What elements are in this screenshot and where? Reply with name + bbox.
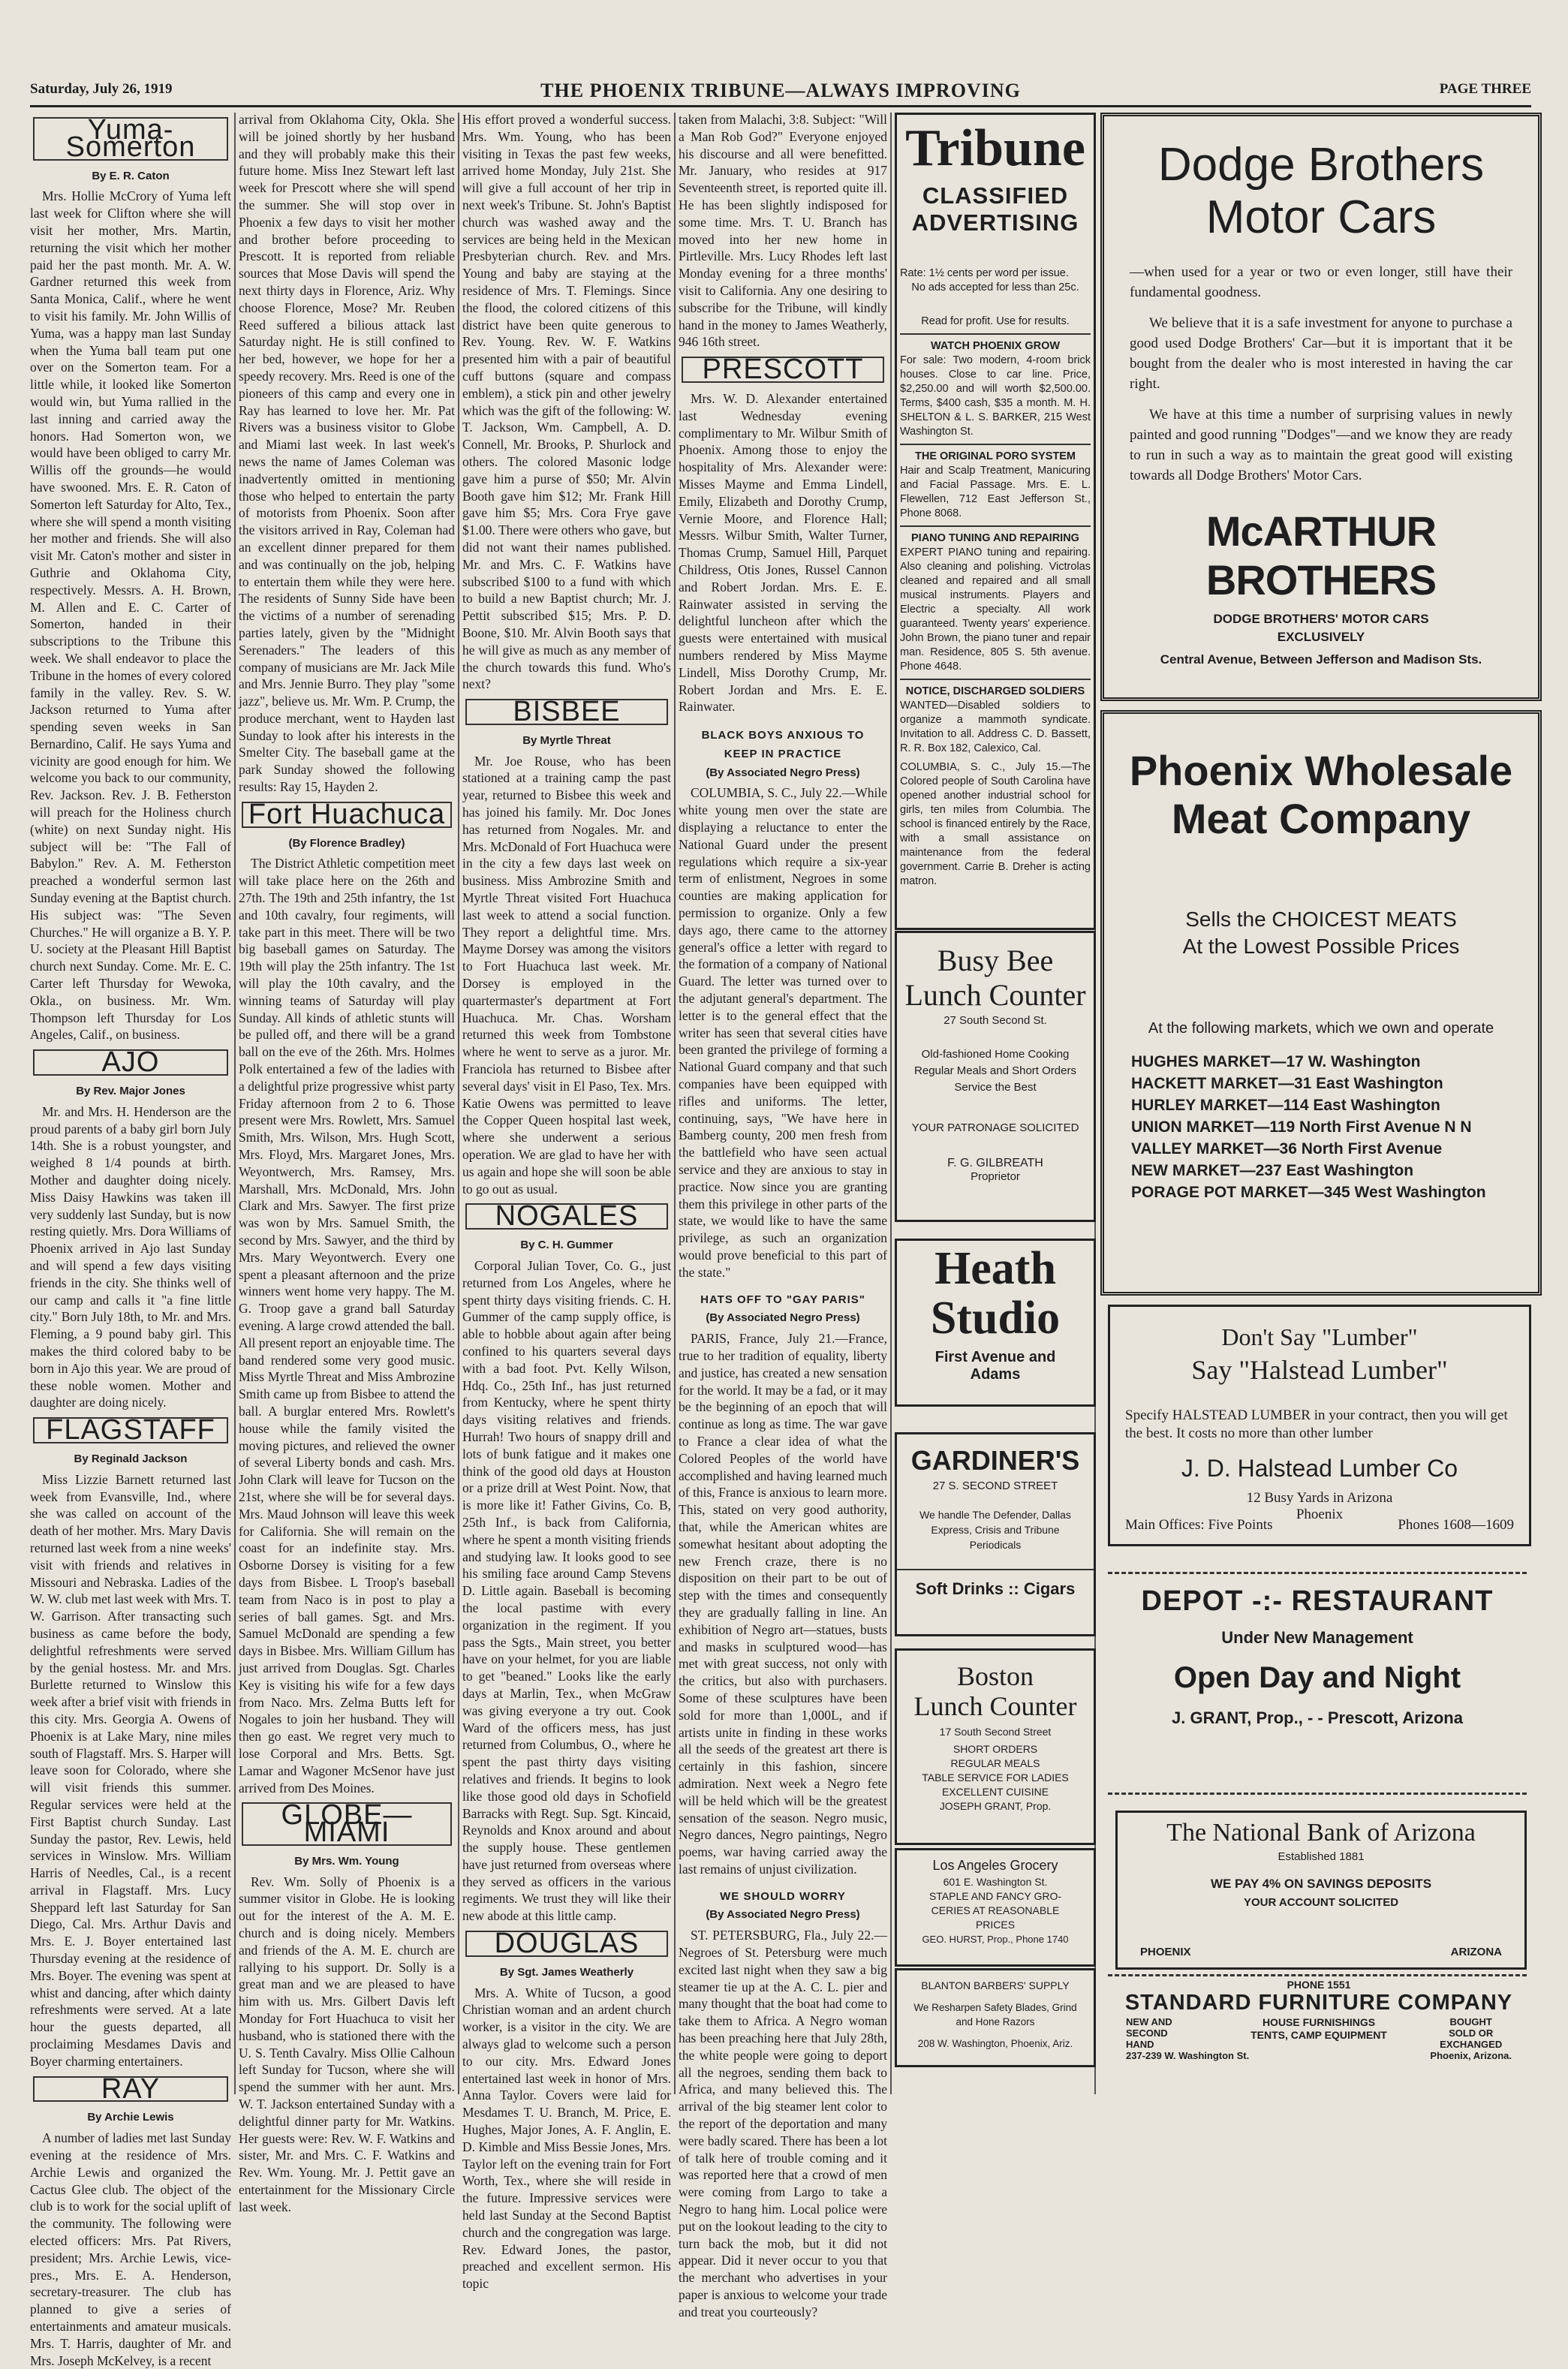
article-text: taken from Malachi, 3:8. Subject: "Will a Man Rob God?" Everyone enjoyed his discourse and all were benefitted. Mr. January, who resides at 917 Seventeenth street, is reported quite ill. He has been slightly indisposed for some time. Mrs. T. U. Branch has moved into her new home in Pirtleville. Mrs. Lucy Rhodes left last Monday evening for a three months' visit to California. Any one desiring to subscribe for the Tribune, will kindly hand in the money to James Weatherly, 946 16th street.: [679, 112, 887, 350]
company-name: J. D. Halstead Lumber Co: [1181, 1455, 1458, 1482]
depot-restaurant-ad: [1108, 1576, 1527, 1778]
divider: [1108, 1572, 1527, 1574]
boston-lunch-ad: [895, 1648, 1096, 1845]
ad-line: SOLD OR: [1449, 2027, 1494, 2039]
ad-title: GARDINER'S: [910, 1445, 1080, 1476]
rate-line: Rate: 1½ cents per word per issue.: [900, 267, 1069, 279]
ad-line: STAPLE AND FANCY GRO-: [928, 1890, 1062, 1902]
ad-owner: F. G. GILBREATH: [947, 1157, 1043, 1169]
section-heading-douglas: DOUGLAS: [465, 1931, 668, 1957]
ad-title: Boston: [956, 1661, 1034, 1691]
ad-line: SECOND: [1126, 2027, 1168, 2039]
ad-line: Soft Drinks :: Cigars: [915, 1579, 1076, 1598]
ad-address: 601 E. Washington St.: [943, 1876, 1048, 1888]
ad-line: 12 Busy Yards in Arizona: [1246, 1490, 1393, 1506]
page-number: PAGE THREE: [1439, 81, 1531, 97]
ad-line: Phones 1608—1609: [1398, 1517, 1514, 1533]
ad-line: NEW AND: [1126, 2016, 1172, 2027]
ad-line: and Hone Razors: [956, 2016, 1035, 2027]
ad-line: CERIES AT REASONABLE: [931, 1904, 1060, 1916]
byline: By Myrtle Threat: [522, 733, 611, 747]
byline: (By Associated Negro Press): [706, 1311, 860, 1325]
phoenix-wholesale-meat-ad: [1100, 710, 1542, 1296]
ad-title: DEPOT -:- RESTAURANT: [1141, 1585, 1494, 1617]
byline: (By Associated Negro Press): [706, 1908, 860, 1922]
ad-line: DODGE BROTHERS' MOTOR CARS: [1213, 612, 1429, 626]
ad-title: Dodge Brothers: [1157, 139, 1485, 191]
ad-line: Under New Management: [1221, 1628, 1413, 1647]
rate-line: No ads accepted for less than 25c.: [911, 281, 1079, 293]
byline: (By Associated Negro Press): [706, 766, 860, 779]
ad-line: JOSEPH GRANT, Prop.: [939, 1800, 1052, 1812]
column-rule: [674, 113, 676, 2094]
ad-line: REGULAR MEALS: [950, 1757, 1040, 1769]
ad-line: J. GRANT, Prop., - - Prescott, Arizona: [1172, 1708, 1463, 1727]
ad-line: WE PAY 4% ON SAVINGS DEPOSITS: [1210, 1877, 1432, 1891]
ad-title: Busy Bee: [937, 944, 1054, 977]
ad-line: Main Offices: Five Points: [1125, 1517, 1273, 1533]
article-text: arrival from Oklahoma City, Okla. She will be joined shortly by her husband and they will probably make this their future home. Miss Inez Stewart left last week for Prescott where she will spend the summer. She will stop over in Phoenix a few days to visit her mother and brother before proceeding to Prescott. It is reported from reliable sources that Mose Davis will spend the next thirty days in Florence, Ariz. Why choose Florence, Mose? Mr. Reuben Reed suffered a bilious attack last Saturday night. He is still confined to her bed, however, we hope for her a speedy recovery. Mrs. Reed is one of the pioneers of this camp and every one in Ray has learned to love her. Mr. Pat Rivers was a business visitor to Globe and Miami last week. In last week's news the name of James Coleman was inadvertently omitted in mentioning those who helped to entertain the party of motorists from Phoenix. Soon after the visitors arrived in Ray, Coleman had an excellent dinner prepared for them and was continually on the job, helping to entertain them while they were here. The residents of Sunny Side have been the victims of a number of serenading parties lately, given by the "Midnight Serenaders." The leaders of this company of musicians are Mr. Jack Mile and Mrs. Jennie Burro. They play "some jazz", believe us. Mr. Wm. P. Crump, the produce merchant, went to Hayden last Sunday to look after his interests in the Smelter City. The baseball game at the park Sunday showed the following results: Ray 15, Hayden 2.: [239, 112, 455, 795]
masthead: [30, 77, 1531, 107]
issue-date: Saturday, July 26, 1919: [30, 81, 173, 97]
article-text: A number of ladies met last Sunday evening at the residence of Mrs. Archie Lewis and organized the Cactus Glee club. The object of the club is to work for the social uplift of the community. The following were elected officers: Mrs. Pat Rivers, president; Mrs. Archie Lewis, vice-pres., Mrs. E. A. Henderson, secretary-treasurer. The club has planned to give a series of entertainments and amateur musicals. Mrs. T. Harris, daughter of Mr. and Mrs. Joseph McKelvey, is a recent: [30, 2130, 231, 2368]
section-heading-flagstaff: FLAGSTAFF: [33, 1417, 228, 1443]
ad-title: STANDARD FURNITURE COMPANY: [1124, 1991, 1513, 2015]
ad-paragraph: Specify HALSTEAD LUMBER in your contract, then you will get the best. It costs no more than other lumber: [1125, 1407, 1508, 1441]
market-list: [1131, 1051, 1538, 1203]
headline: KEEP IN PRACTICE: [724, 747, 842, 760]
article-text: Mrs. W. D. Alexander entertained last Wednesday evening complimentary to Mr. Wilbur Smith of Phoenix. Among those to enjoy the hospitality of Mrs. Alexander were: Misses Mayme and Emma Lindell, Emily, Elizabeth and Dorothy Crump, Vernie Moore, and Florence Hall; Messrs. Wilbur Smith, Walter Turner, Thomas Crump, Samuel Hill, Parquet Childress, Otis Jones, Russel Cannon and Robert Jordan. Mrs. E. E. Rainwater assisted in serving the delightful luncheon after which the guests were entertained with musical numbers rendered by Miss Mayme Lindell, Miss Dorothy Crump, Mr. Robert Jordan and Mrs. E. E. Rainwater.: [679, 390, 887, 715]
ad-paragraph: —when used for a year or two or even longer, still have their fundamental goodness.: [1130, 264, 1512, 300]
market-item: PORAGE POT MARKET—345 West Washington: [1131, 1184, 1486, 1201]
byline: By Archie Lewis: [87, 2111, 174, 2124]
ad-line: PRICES: [975, 1919, 1016, 1931]
ad-line: Established 1881: [1278, 1850, 1365, 1863]
classified-text: For sale: Two modern, 4-room brick houses. Close to car line. Price, $2,250.00 and will worth $2,500.00. Terms, $400 cash, $35 a month. M. H. SHELTON & L. S. BARKER, 215 West Washington St.: [900, 354, 1091, 438]
ad-line: YOUR PATRONAGE SOLICITED: [911, 1121, 1079, 1134]
article-text: Rev. Wm. Solly of Phoenix is a summer visitor in Globe. He is looking out for the interest of the A. M. E. church and is doing nicely. Members and friends of the A. M. E. church are rallying to his support. Dr. Solly is a great man and we are pleased to have him with us. Mrs. Gilbert Davis left Monday for Fort Huachuca to visit her husband, who is stationed there with the U. S. Tenth Cavalry. Miss Ollie Calhoun left Sunday for Tucson, where she will spend the summer with her aunt. Mrs. W. T. Jackson entertained Sunday with a delightful dinner party for Mr. Watkins. Her guests were: Rev. W. F. Watkins and sister, Mr. and Mrs. C. F. Watkins and Rev. Wm. Young. Mr. J. Pettit gave an entertainment for the Missionary Circle last week.: [239, 1874, 455, 2214]
byline: By Reginald Jackson: [74, 1452, 188, 1465]
ad-line: BOUGHT: [1449, 2016, 1492, 2027]
ad-line: ARIZONA: [1450, 1946, 1502, 1958]
byline: By Sgt. James Weatherly: [499, 1965, 634, 1979]
byline: By Rev. Major Jones: [76, 1085, 185, 1098]
national-bank-ad: [1115, 1811, 1527, 1970]
ad-line: EXCHANGED: [1440, 2039, 1503, 2050]
ad-line: We Resharpen Safety Blades, Grind: [913, 2002, 1077, 2013]
ad-address: Adams: [970, 1366, 1021, 1383]
article-text: Mr. and Mrs. H. Henderson are the proud parents of a baby girl born July 14th. She is a robust youngster, and weighed 8 1/4 pounds at birth. Mother and daughter doing nicely. Miss Daisy Hawkins was taken ill very suddenly last Sunday, but is now resting quietly. Mrs. Dora Williams of Phoenix arrived in Ajo last Sunday and will spend a few days visiting friends in the city. She thinks well of our camp and calls it "a fine little city." Born July 18th, to Mr. and Mrs. Fleming, a 9 pound baby girl. This makes the third colored baby to be born in Ajo this year. We are proud of these noble women. Mother and daughter are doing nicely.: [30, 1103, 231, 1410]
los-angeles-grocery-ad: [895, 1848, 1096, 1967]
ad-title: Lunch Counter: [913, 1691, 1077, 1721]
ad-line: GEO. HURST, Prop., Phone 1740: [922, 1934, 1069, 1945]
halstead-lumber-ad: [1108, 1305, 1531, 1546]
market-item: VALLEY MARKET—36 North First Avenue: [1131, 1140, 1443, 1157]
ad-line: Service the Best: [954, 1081, 1037, 1094]
divider: [1108, 1793, 1527, 1795]
section-heading-bisbee: BISBEE: [465, 699, 668, 725]
market-item: HURLEY MARKET—114 East Washington: [1131, 1097, 1440, 1114]
ad-line: At the following markets, which we own and operate: [1148, 1020, 1494, 1037]
ad-line: EXCELLENT CUISINE: [941, 1786, 1049, 1798]
column-4: [679, 111, 887, 2319]
ad-line: Phoenix, Arizona.: [1430, 2050, 1512, 2061]
article-text: ST. PETERSBURG, Fla., July 22.—Negroes of St. Petersburg were much excited last night when they saw a big steamer tie up at the A. C. L. pier and many thought that the boat had come to take them to Africa. A Negro woman has been preaching here that July 28th, the white people were going to deport all the negroes, sending them back to Africa, and many believed this. The arrival of the big steamer lent color to the report of the deportation and many were badly scared. There has been a lot of talk here of trouble coming and it was reported here that a crowd of men were coming from Largo to take a Negro to hang him. Local police were put on the lookout leading to the city to turn back the mob, but it did not appear. Did it never occur to you that the merchant who advertises in your paper is anxious to welcome your trade and treat you courteously?: [679, 1928, 887, 2319]
article-text: COLUMBIA, S. C., July 22.—While white young men over the state are displaying a reluctance to enter the National Guard under the present regulations which require a six-year term of enlistment, Negroes in some counties are making application for permission to organize. Only a few days ago, there came to the attorney general's office a letter with regard to the formation of a company of National Guard. The letter was turned over to the adjutant general's department. The letter is to the general effect that the writer has seen that several cities have been granted the privilege of forming a National Guard company and that such companies have been equipped with rifles and uniforms. The letter, continuing, says, "We have here in Bamberg county, 200 men fresh from the battlefield who have seen actual service and they are anxious to stay in practice. Now since you are granting them this privilege in other parts of the state, we would like to have the same privilege, as such an organization would prove beneficial to this part of the state.": [679, 785, 887, 1280]
section-heading-fort-huachuca: Fort Huachuca: [242, 802, 452, 828]
headline: BLACK BOYS ANXIOUS TO: [701, 729, 865, 742]
divider: [1108, 1974, 1527, 1976]
ad-line: Sells the CHOICEST MEATS: [1185, 908, 1457, 931]
ad-line: At the Lowest Possible Prices: [1182, 935, 1460, 958]
ad-title: Don't Say "Lumber": [1221, 1323, 1418, 1350]
article-text: His effort proved a wonderful success. Mrs. Wm. Young, who has been visiting in Texas the past few weeks, arrived home Monday, July 21st. She will give a full account of her trip in next week's Tribune. St. John's Baptist church was washed away and the services are being held in the Mexican Presbyterian church. Rev. and Mrs. Young and baby are staying at the residence of Mrs. T. Flemings. Since the flood, the colored citizens of this district have been quite generous to Rev. Young. Rev. W. F. Watkins presented him with a pair of beautiful cuff buttons (square and compass emblem), a stick pin and other jewelry which was the gift of the following: W. T. Jackson, Wm. Campbell, A. D. Connell, Mr. Brooks, P. Shurlock and others. The colored Masonic lodge gave him a purse of $50; Mr. Alvin Booth gave him $12; Mr. Frank Hill gave him $5; Mrs. Cora Frye gave $1.00. There were others who gave, but did not want their names published. Mr. and Mrs. C. F. Watkins have subscribed $100 to a fund with which to build a new Baptist church; Mr. J. Pettit subscribed $15; Mrs. P. D. Boone, $10. Mr. Alvin Booth says that he will give as much as any member of the church towards this fund. Who's next?: [462, 112, 671, 692]
classified-subtitle: CLASSIFIED: [922, 182, 1069, 209]
gardiners-ad: [895, 1432, 1096, 1636]
ad-line: Open Day and Night: [1173, 1661, 1461, 1694]
ad-title: The National Bank of Arizona: [1166, 1819, 1476, 1847]
article-text: Mrs. A. White of Tucson, a good Christian woman and an ardent church worker, is a visitor in the city. We are always glad to welcome such a person to our city. Mrs. Edward Jones entertained last week in honor of Mrs. Anna Taylor. Covers were laid for Mesdames T. U. Branch, M. Price, E. Hughes, Major Jones, A. F. Anglin, E. D. Kimble and Miss Bessie Jones, Mrs. Taylor left on the evening train for Fort Worth, Tex., where she will reside in the future. Impressive services were held last Sunday at the Second Baptist church and the congregation was large. Rev. Edward Jones, the pastor, preached and excellent sermon. His topic: [462, 1985, 671, 2292]
classified-heading: WATCH PHOENIX GROW: [930, 340, 1061, 352]
article-text: The District Athletic competition meet will take place here on the 26th and 27th. The 19th and 25th infantry, the 1st and 10th cavalry, four regiments, will take part in this meet. There will be two big baseball games on Saturday. The 19th will play the 25th infantry. The 1st will play the 10th cavalry, and the winning teams of Saturday will play Sunday. All kinds of athletic stunts will be pulled off, and there will be a grand ball on the eve of the 26th. Mrs. Holmes Polk entertained a few of the ladies with a delightful prize progressive whist party Friday afternoon from 2 to 6. Those present were Mrs. Rowlett, Mrs. Samuel Smith, Mrs. Wilson, Mrs. Hugh Scott, Mrs. Floyd, Mrs. Margaret Jones, Mrs. Weyontwerch, Mrs. Ramsey, Mrs. Marshall, Mrs. McDonald, Mrs. John Clark and Mrs. Sawyer. The first prize was won by Mrs. Samuel Smith, the second by Mrs. Sawyer, and the third by Mrs. Mary Weyontwerch. Every one spent a pleasant afternoon and the prize winners went home very happy. The M. G. Troop gave a grand ball Saturday evening. A large crowd attended the ball. All present report an enjoyable time. The band rendered some very good music. Miss Myrtle Threat and Miss Ambrozine Smith came up from Bisbee to attend the ball. A burglar entered Mrs. Rowlett's house while the family visited the moving pictures, and relieved the owner of several Liberty bonds and cash. Mrs. John Clark will leave for Tucson on the 21st, where she will be for several days. Mrs. Maud Johnson will leave this week for California. She will remain on the coast for an indefinite stay. Mrs. Osborne Dorsey is visiting for a few days from Bisbee. L Troop's baseball team from Naco is in post to play a series of ball games. Sgt. and Mrs. Samuel McDonald are spending a few days in Bisbee. Mrs. William Gillum has just arrived from Douglas. Sgt. Charles Key is visiting his wife for a few days from Naco. Mrs. Zelma Butts left for Nogales to join her husband. They will then go east. We regret very much to lose Corporal and Mrs. Betts. Sgt. Lamar and Wagoner McSenor have just arrived from Des Moines.: [239, 856, 455, 1796]
article-text: Mrs. Hollie McCrory of Yuma left last week for Clifton where she will visit her mother, Mrs. Martin, returning the visit which her mother paid her the past month. Mr. A. W. Gardner returned this week from Santa Monica, Calif., where he went to visit his family. Mr. John Willis of Yuma, was a happy man last Sunday when the Yuma ball team put one over on the Somerton team. For a little while, it looked like Somerton would win, but Yuma rallied in the last inning and carried away the honors. Had Somerton won, we would have been obliged to carry Mr. Willis off the grounds—he would have swooned. Mrs. E. R. Caton of Somerton left Saturday for Alto, Tex., where she will spend a month visiting her mother and friends. She will also visit Mr. Caton's mother and sister in Guthrie and Oklahoma City, respectively. Messrs. A. H. Brown, M. Allen and E. C. Carter of Somerton, handed in their subscriptions to the Tribune this week. We shall endeavor to place the Tribune in the homes of every colored family in the valley. Rev. S. W. Jackson returned to Yuma after spending seven weeks in San Bernardino, Calif. He says Yuma and vicinity are good enough for him. We welcome you back to our community, Rev. Jackson. Rev. J. B. Fetherston will preach for the Holiness church (white) on next Sunday night. His subject will be: "The Fall of Babylon." Rev. A. M. Fetherston preached a wonderful sermon last Sunday evening at the Baptist church. His subject was: "The Seven Churches." He will organize a B. Y. P. U. society at the Pleasant Hill Baptist church next Sunday. Come. Mr. E. C. Carter left Thursday for Wewoka, Okla., on business. Mr. Wm. Thompson left Thursday for Los Angeles, Calif., on business.: [30, 188, 231, 1043]
ad-line: HAND: [1126, 2039, 1154, 2050]
standard-furniture-ad: [1108, 1979, 1530, 2064]
column-3: [462, 111, 671, 2292]
newspaper-title: THE PHOENIX TRIBUNE—ALWAYS IMPROVING: [540, 80, 1021, 101]
ad-line: HOUSE FURNISHINGS: [1262, 2016, 1376, 2028]
ad-title: Heath: [934, 1243, 1056, 1294]
classified-text: COLUMBIA, S. C., July 15.—The Colored people of South Carolina have opened another industrial school for girls, ten miles from Columbia. The school is financed entirely by the Race, with a small assistance on maintenance from the federal government. Carrie B. Dreher is acting matron.: [900, 761, 1091, 887]
article-text: Mr. Joe Rouse, who has been stationed at a training camp the past year, returned to Bisbee this week and has joined his family. Mr. Doc Jones has returned from Nogales. Mr. and Mrs. McDonald of Fort Huachuca were in the city a few days last week on business. Miss Ambrozine Smith and Myrtle Threat visited Fort Huachuca last week to attend a social function. They report a delightful time. Mrs. Mayme Dorsey was among the visitors to Fort Huachuca last week. Mr. Dorsey is employed in the quartermaster's department at Fort Huachuca. Mr. Chas. Worsham returned this week from Tombstone where he went to serve as a juror. Mr. Franciola has returned to Bisbee after several days' visit in El Paso, Tex. Mrs. Katie Owens was permitted to leave the Copper Queen hospital last week, where she underwent a serious operation. We are glad to have her with us again and hope she will soon be able to go out as usual.: [462, 753, 671, 1197]
ad-line: EXCLUSIVELY: [1277, 630, 1365, 644]
ad-line: We handle The Defender, Dallas: [919, 1509, 1071, 1521]
ad-address: 17 South Second Street: [939, 1726, 1052, 1738]
section-heading-nogales: NOGALES: [465, 1203, 668, 1230]
headline: HATS OFF TO "GAY PARIS": [700, 1293, 865, 1306]
column-1: [30, 111, 231, 2368]
market-item: HUGHES MARKET—17 W. Washington: [1131, 1053, 1421, 1070]
ad-address: 27 South Second St.: [944, 1014, 1047, 1027]
ad-address: 27 S. SECOND STREET: [932, 1479, 1058, 1492]
classified-text: WANTED—Disabled soldiers to organize a mammoth syndicate. Invitation to all. Address C. D. Bassett, R. R. Box 182, Calexico, Cal.: [900, 700, 1091, 754]
ad-line: Regular Meals and Short Orders: [914, 1064, 1076, 1077]
ad-title: Motor Cars: [1205, 191, 1437, 243]
market-item: HACKETT MARKET—31 East Washington: [1131, 1075, 1443, 1092]
classified-advertising-box: [895, 113, 1096, 930]
ad-line: SHORT ORDERS: [953, 1743, 1038, 1755]
heath-studio-ad: [895, 1239, 1096, 1407]
ad-title: Phoenix Wholesale: [1129, 747, 1513, 794]
byline: By Mrs. Wm. Young: [294, 1854, 399, 1868]
blanton-barbers-ad: [895, 1968, 1096, 2067]
busy-bee-ad: [895, 931, 1096, 1222]
headline: WE SHOULD WORRY: [720, 1889, 846, 1903]
ad-title: Lunch Counter: [904, 978, 1086, 1012]
ad-line: Express, Crisis and Tribune: [931, 1524, 1060, 1536]
column-2: [239, 111, 455, 2214]
dodge-brothers-ad: [1100, 113, 1542, 701]
ad-title: Meat Company: [1171, 795, 1471, 842]
article-text: Miss Lizzie Barnett returned last week from Evansville, Ind., where she was called on account of the death of her mother. Mrs. Mary Davis returned last week from a nine weeks' visit with friends and relatives in Missouri and Nebraska. Ladies of the W. W. club met last week with Mrs. T. W. Garrison. After transacting such business as came before the body, delightful refreshments were served by the genial hostess. Mr. and Mrs. Burlette returned to Winslow this week after a brief visit with friends in this city. Mrs. Georgia A. Owens of Phoenix is at Lake Mary, nine miles south of Flagstaff. Mrs. S. Harper will leave soon for Colorado, where she will visit friends this summer. Regular services were held at the First Baptist church Sunday. Last Sunday the pastor, Rev. Lewis, held services in Winslow. Mrs. William Harris of Needles, Cal., is a recent arrival in Flagstaff. Mrs. Lucy Sheppard left last Saturday for San Diego, Cal. Mrs. Arthur Davis and Mrs. E. J. Boyer entertained last Thursday evening at the residence of Mrs. Boyer. The evening was spent at whist and dancing, after which dainty refreshments were served. At a late hour the guests departed, all proclaiming Mesdames Davis and Boyer charming entertainers.: [30, 1471, 231, 2069]
ad-line: 208 W. Washington, Phoenix, Ariz.: [917, 2038, 1073, 2049]
section-heading-yuma: Yuma-Somerton: [33, 117, 228, 161]
ad-title: Studio: [930, 1293, 1061, 1344]
byline: (By Florence Bradley): [288, 836, 405, 850]
ad-line: TENTS, CAMP EQUIPMENT: [1250, 2029, 1387, 2041]
market-item: UNION MARKET—119 North First Avenue N N: [1131, 1118, 1472, 1136]
ad-paragraph: We believe that it is a safe investment for anyone to purchase a good used Dodge Brothers' Car—but it is important that it be bought from the dealer who is most interested in having the car right.: [1130, 315, 1512, 392]
ad-paragraph: We have at this time a number of surprising values in newly painted and good running "Dodges"—and we know they are ready to run in such a way as to maintain the great good will existing towards all Dodge Brothers' Motor Cars.: [1130, 407, 1512, 483]
ad-line: Periodicals: [969, 1539, 1022, 1551]
article-text: PARIS, France, July 21.—France, true to her tradition of equality, liberty and justice, has created a new sensation for the world. It may be a fad, or it may be the beginning of an epoch that will continue as long as time. The war gave to France a clear idea of what the Colored Peoples of the world have accomplished and having learned much of this, France is anxious to learn more. This, stated on very good authority, that, while the American whites are somewhat hesitant about adopting the new French craze, there is no disposition on their part to be out of step with the times and consequently they are gradually falling in line. An exhibition of Negro art—statues, busts and masks in sculptured wood—has met with great success, not only with the critics, but also with purchasers. Some of these sculptures have been sold for more than 1,000L, and if artists unite in finding in these works all the seeds of the greatest art there is certainly in this fashion, sincere admiration. Next week a Negro fete will be held which will be the greatest sensation of the season. Negro music, Negro dances, Negro paintings, Negro poems, war having carried away the last remains of unjust civilization.: [679, 1331, 887, 1877]
classified-title: Tribune: [905, 119, 1085, 177]
classified-heading: NOTICE, DISCHARGED SOLDIERS: [905, 685, 1085, 697]
ad-line: PHOENIX: [1140, 1946, 1191, 1958]
byline: By C. H. Gummer: [520, 1239, 613, 1252]
ad-title: Los Angeles Grocery: [932, 1858, 1058, 1873]
section-heading-prescott: PRESCOTT: [682, 357, 884, 383]
section-heading-ajo: AJO: [33, 1049, 228, 1076]
market-item: NEW MARKET—237 East Washington: [1131, 1162, 1414, 1179]
read-line: Read for profit. Use for results.: [921, 315, 1070, 327]
classified-subtitle: ADVERTISING: [911, 209, 1079, 236]
ad-address: 237-239 W. Washington St.: [1126, 2050, 1250, 2061]
classified-text: Hair and Scalp Treatment, Manicuring and Facial Passage. Mrs. E. L. Flewellen, 712 East Jefferson St., Phone 8068.: [900, 465, 1091, 519]
ad-address: First Avenue and: [934, 1349, 1056, 1365]
column-rule: [458, 113, 459, 2094]
byline: By E. R. Caton: [92, 169, 170, 182]
article-text: Corporal Julian Tover, Co. G., just returned from Los Angeles, where he spent thirty days visiting friends. C. H. Gummer of the camp supply office, is able to hobble about again after being confined to his quarters several days with a bad foot. Pvt. Kelly Wilson, Hdq. Co., 25th Inf., has just returned from Kentucky, where he spent thirty days visiting relatives and friends. Hurrah! Two hours of snappy drill and lots of bunk fatigue and it makes one think of the good old days at Houston or a prize drill at West Point. Now, that is more like it! Father Givins, Co. B, 25th Inf., is back from California, where he spent a month visiting friends and studying law. It looks good to see his smiling face around Camp Stevens D. Little again. Baseball is becoming the local pastime with every organization in the regiment. If you pass the Sgts., Main street, you better have on your helmet, for you are liable to get "beaned." Looks like the early days at Marlin, Tex., when McGraw was giving everyone a try out. Cook Ward of the officers mess, has just returned from Columbus, O., where he spent the past thirty days visiting relatives and friends. It begins to look like those good old days in Schofield Barracks with Regt. Sup. Sgt. Kincaid, Reynolds and Knox around and about the supply house. These gentlemen have just returned from overseas where they served as officers in the various regiments. We trust they will like their new abode at this little camp.: [462, 1258, 671, 1924]
column-rule: [234, 113, 236, 2094]
ad-line: Phoenix: [1296, 1507, 1344, 1522]
dealer-name: McARTHUR BROTHERS: [1205, 507, 1437, 604]
section-heading-globe-miami: GLOBE—MIAMI: [242, 1802, 452, 1846]
ad-line: Proprietor: [971, 1170, 1020, 1183]
classified-text: EXPERT PIANO tuning and repairing. Also cleaning and polishing. Victrolas cleaned and repaired and all small musical instruments. Players and Electric a specialty. All work guaranteed. Twenty years' experience. John Brown, the piano tuner and repair man. Residence, 805 S. 5th avenue. Phone 4648.: [900, 546, 1091, 673]
ad-line: TABLE SERVICE FOR LADIES: [922, 1771, 1069, 1784]
section-heading-ray: RAY: [33, 2076, 228, 2103]
ad-line: Old-fashioned Home Cooking: [921, 1048, 1070, 1061]
ad-line: PHONE 1551: [1287, 1979, 1351, 1991]
ad-title: Say "Halstead Lumber": [1191, 1355, 1448, 1385]
ad-title: BLANTON BARBERS' SUPPLY: [921, 1979, 1070, 1991]
ad-address: Central Avenue, Between Jefferson and Madison Sts.: [1160, 652, 1482, 667]
classified-heading: THE ORIGINAL PORO SYSTEM: [914, 450, 1076, 462]
classified-heading: PIANO TUNING AND REPAIRING: [911, 532, 1079, 544]
ad-line: YOUR ACCOUNT SOLICITED: [1243, 1896, 1399, 1909]
column-rule: [890, 113, 892, 2094]
